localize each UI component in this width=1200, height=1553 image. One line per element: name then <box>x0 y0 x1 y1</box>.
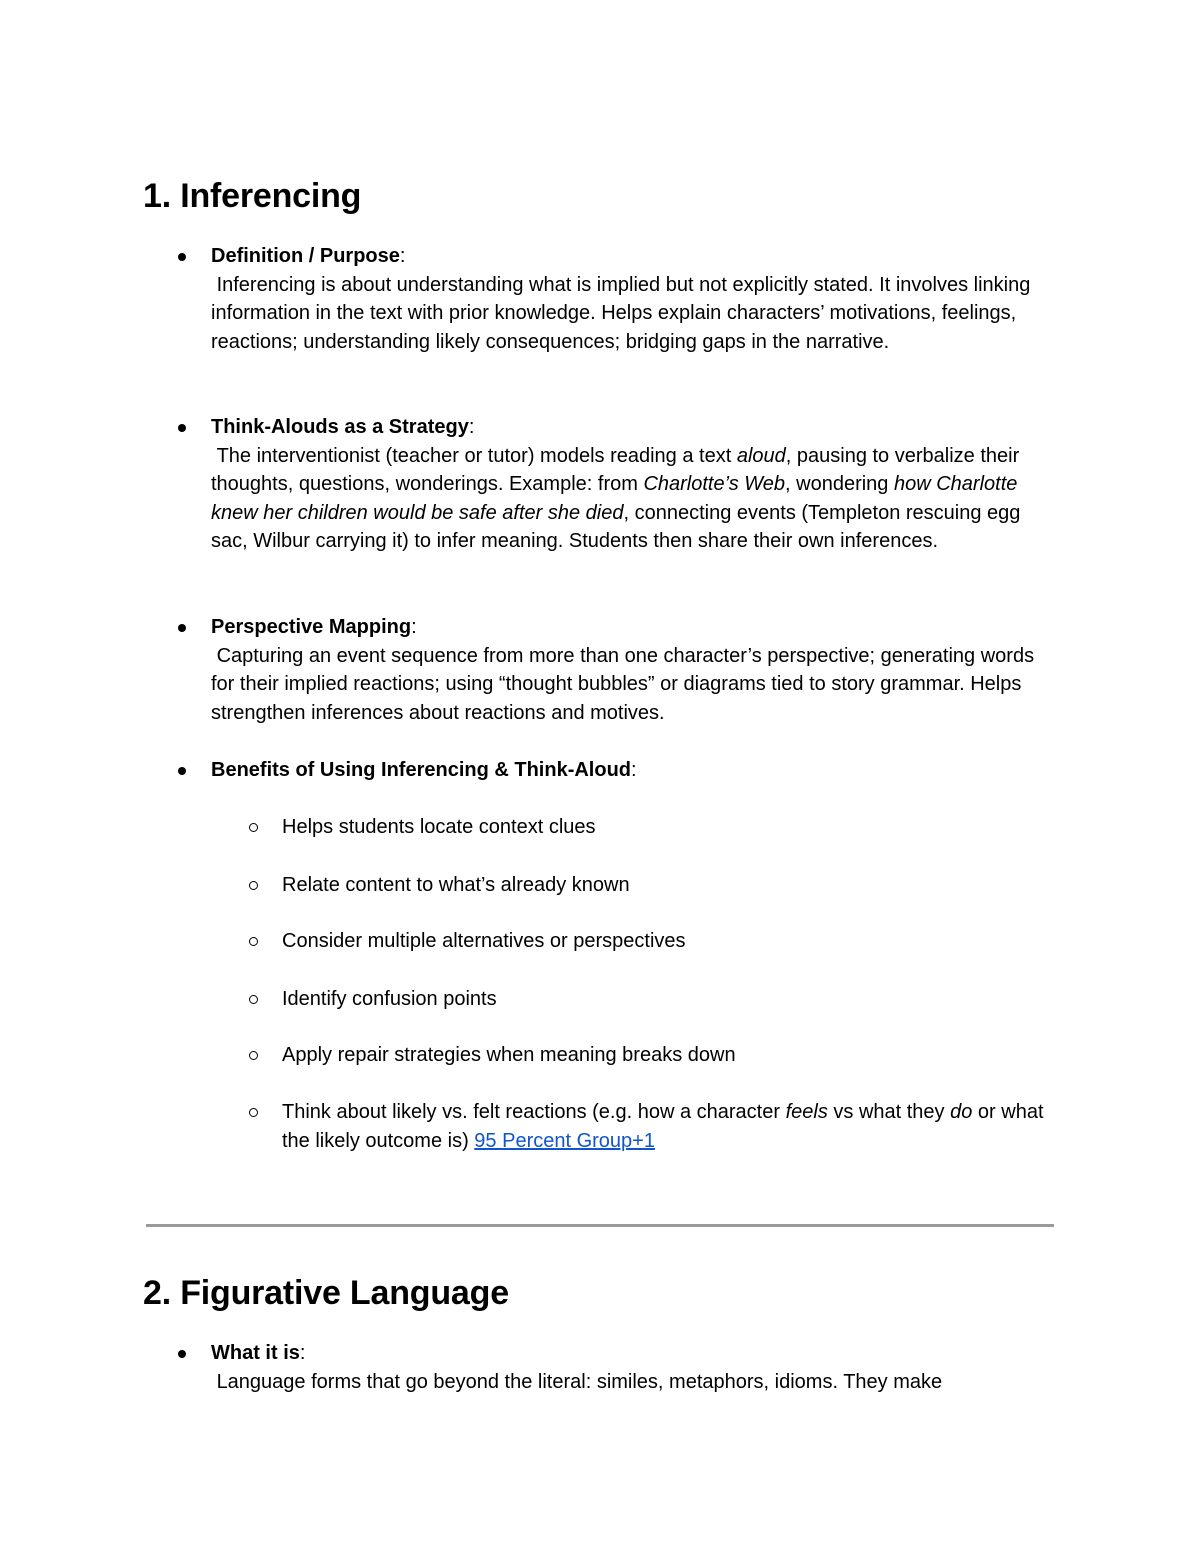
sub-item-text: or what the likely outcome is) <box>282 1101 1044 1152</box>
item-emphasis: aloud <box>736 444 786 467</box>
list-item-benefits <box>211 756 1061 785</box>
bullet-icon <box>178 1350 186 1358</box>
separator: : <box>399 245 406 267</box>
hollow-bullet-icon <box>249 1051 258 1060</box>
list-item-think-alouds <box>211 413 1061 556</box>
sub-item-text: Identify confusion points <box>282 988 497 1010</box>
separator: : <box>411 616 417 638</box>
item-title: What it is <box>211 1342 300 1364</box>
sub-item-emphasis: do <box>950 1101 973 1123</box>
sub-item-text: Helps students locate context clues <box>282 816 596 838</box>
sub-item-text: Apply repair strategies when meaning breaks down <box>282 1044 736 1066</box>
item-title: Definition / Purpose <box>211 245 400 267</box>
item-title: Perspective Mapping <box>211 616 412 638</box>
bullet-icon <box>178 624 186 632</box>
hollow-bullet-icon <box>249 881 258 890</box>
item-text: , pausing to verbalize their thoughts, questions, wonderings. Example: from <box>211 444 1020 495</box>
separator: : <box>631 759 637 781</box>
hollow-bullet-icon <box>249 937 258 946</box>
item-text: Language forms that go beyond the literal: similes, metaphors, idioms. They make <box>216 1370 943 1393</box>
hollow-bullet-icon <box>249 1108 258 1117</box>
source-link[interactable]: 95 Percent Group+1 <box>474 1129 655 1152</box>
sub-list-item <box>282 1041 1072 1070</box>
sub-item-emphasis: feels <box>785 1101 828 1123</box>
list-item-what-it-is <box>211 1339 1061 1396</box>
sub-list-item <box>282 813 1072 842</box>
horizontal-rule <box>146 1224 1054 1227</box>
bullet-icon <box>178 767 186 775</box>
hollow-bullet-icon <box>249 995 258 1004</box>
section-heading-inferencing: 1. Inferencing <box>143 177 362 215</box>
item-title: Benefits of Using Inferencing & Think-Aloud <box>211 759 631 781</box>
item-title: Think-Alouds as a Strategy <box>211 416 469 438</box>
sub-list-item <box>282 1098 1072 1155</box>
item-emphasis: how Charlotte knew her children would be safe after she died <box>211 473 1018 524</box>
item-text: Capturing an event sequence from more than one character’s perspective; generating words for their implied reactions; using “thought bubbles” or diagrams tied to story grammar. Helps strengthen inferences about reactions and motives. <box>211 644 1035 724</box>
sub-item-text: Consider multiple alternatives or perspectives <box>282 930 686 952</box>
book-title: Charlotte’s Web <box>643 473 786 495</box>
item-text: , wondering <box>785 473 894 495</box>
sub-item-text: Relate content to what’s already known <box>282 874 630 896</box>
section-heading-figurative-language: 2. Figurative Language <box>143 1274 509 1312</box>
item-text: , connecting events (Templeton rescuing egg sac, Wilbur carrying it) to infer meaning. Students then share their own inferences. <box>211 501 1021 552</box>
separator: : <box>468 416 475 438</box>
separator: : <box>299 1342 306 1364</box>
bullet-icon <box>178 253 186 261</box>
sub-item-text: vs what they <box>827 1101 951 1123</box>
sub-item-text: Think about likely vs. felt reactions (e.g. how a character <box>282 1101 786 1123</box>
list-item-perspective-mapping <box>211 613 1061 727</box>
list-item-definition-purpose <box>211 242 1061 356</box>
item-text: The interventionist (teacher or tutor) models reading a text <box>216 444 737 467</box>
sub-list-item <box>282 927 1072 956</box>
bullet-icon <box>178 424 186 432</box>
sub-list-item <box>282 985 1072 1014</box>
sub-list-item <box>282 871 1072 900</box>
hollow-bullet-icon <box>249 823 258 832</box>
item-text: Inferencing is about understanding what is implied but not explicitly stated. It involves linking information in the text with prior knowledge. Helps explain characters’ motivations, feelings, reactions; understanding likely consequences; bridging gaps in the narrative. <box>211 273 1031 353</box>
